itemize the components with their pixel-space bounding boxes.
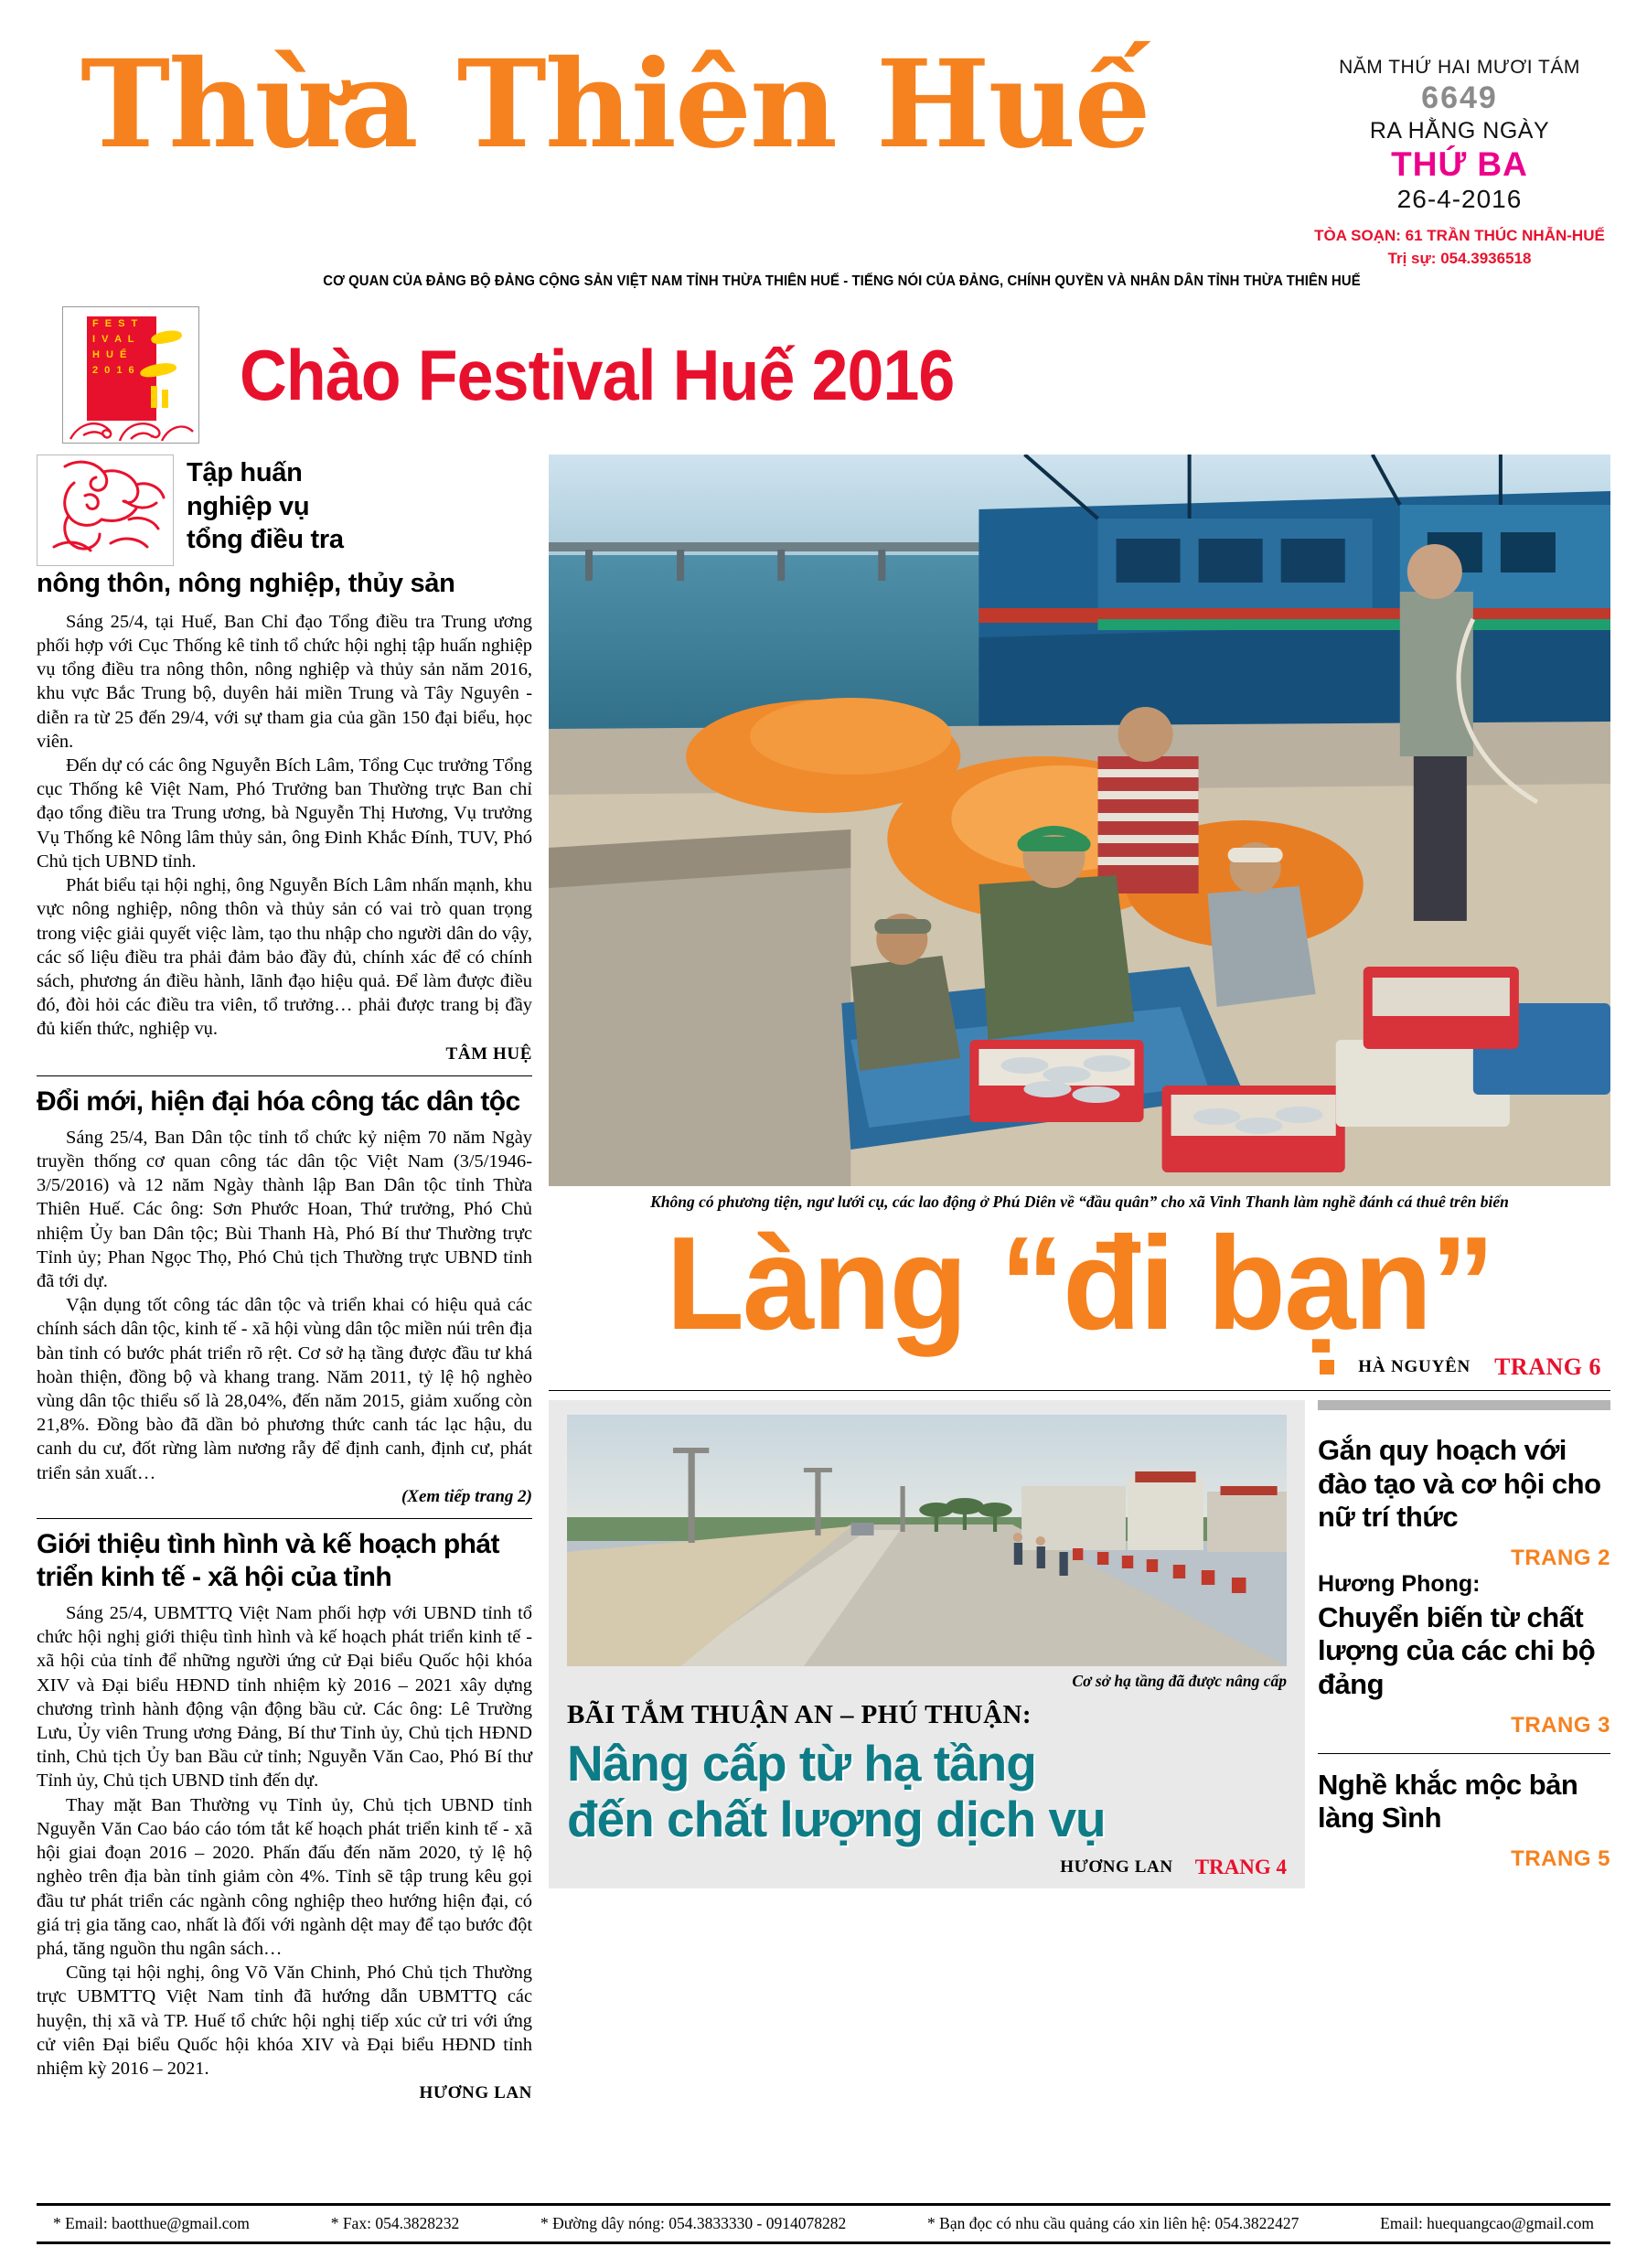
divider-2: [37, 1518, 532, 1519]
bottom-story-photo: [567, 1415, 1287, 1666]
bottom-story-byline: HƯƠNG LAN: [1060, 1857, 1173, 1878]
left-column: [37, 455, 549, 2103]
bottom-story-photo-caption: Cơ sở hạ tầng đã được nâng cấp: [1072, 1672, 1287, 1691]
teaser-2-kicker: Hương Phong:: [1318, 1570, 1481, 1597]
article-1-headline-line-3: tổng điều tra: [187, 525, 344, 555]
article-1-headline-line-1: Tập huấn: [187, 458, 303, 488]
teaser-divider: [1318, 1753, 1610, 1754]
publication-frequency: RA HẰNG NGÀY: [1369, 117, 1550, 144]
bottom-story-headline: [567, 1736, 1287, 1846]
publication-weekday: THỨ BA: [1391, 144, 1528, 183]
lead-story-block: [549, 1209, 1610, 1381]
festival-logo-line-3: H U Ế: [92, 349, 129, 361]
article-2-paragraph-2: Vận dụng tốt công tác dân tộc và triển khai có hiệu quả các chính sách dân tộc, kinh tế - xã hội vùng dân tộc miền núi trên địa bàn tỉnh có bước phát triển rõ rệt. Cơ sở hạ tầng được đầu tư khá hoàn thiện, đồng bộ và khang trang. Năm 2011, tỷ lệ hộ nghèo vùng dân tộc thiểu số là 28,04%, đến năm 2015, giảm xuống còn 21,8%. Đồng bào đã dần bỏ phương thức canh tác lạc hậu, du canh du cư, đốt rừng làm nương rẫy để định canh, định cư, phát triển sản xuất…: [37, 1295, 532, 1483]
horse-drawing-icon: [37, 455, 173, 565]
footer-hotline: * Đường dây nóng: 054.3833330 - 0914078282: [540, 2214, 847, 2232]
newspaper-title: Thừa Thiên Huế: [80, 34, 1150, 176]
bottom-story: [549, 1400, 1305, 1888]
bottom-section: [549, 1390, 1610, 1888]
festival-banner: [37, 306, 1610, 444]
festival-horse-icon: [37, 455, 174, 566]
masthead-info-block: [1309, 44, 1610, 270]
lead-story-photo-caption: Không có phương tiện, ngư lưới cụ, các lao động ở Phú Diên về “đầu quân” cho xã Vinh Thanh làm nghề đánh cá thuê trên biển: [650, 1193, 1509, 1212]
teaser-item-3[interactable]: [1318, 1769, 1610, 1872]
teaser-2-headline: Chuyển biến từ chất lượng của các chi bộ đảng: [1318, 1600, 1596, 1701]
article-1-headline-line-4: nông thôn, nông nghiệp, thủy sản: [37, 569, 455, 599]
footer-ads-contact: * Bạn đọc có nhu cầu quảng cáo xin liên hệ: 054.3822427: [927, 2214, 1299, 2232]
article-3-paragraph-3: Cũng tại hội nghị, ông Võ Văn Chinh, Phó Chủ tịch Thường trực UBMTTQ Việt Nam tỉnh đã hướng dẫn UBMTTQ các huyện, thị xã và TP. Huế tổ chức hội nghị tiếp xúc cử tri với ứng cử viên Đại biểu Quốc hội khóa XIV và Đại biểu HĐND tỉnh nhiệm kỳ 2016 – 2021.: [37, 1963, 532, 2080]
article-1-headline-stack: [187, 456, 344, 557]
newspaper-tagline: CƠ QUAN CỦA ĐẢNG BỘ ĐẢNG CỘNG SẢN VIỆT NAM TỈNH THỪA THIÊN HUẾ - TIẾNG NÓI CỦA ĐẢNG, CHÍNH QUYỀN VÀ NHÂN DÂN TỈNH THỪA THIÊN HUẾ: [323, 273, 1361, 290]
footer-contact-list: [37, 2214, 1610, 2233]
article-1-headline-line-2: nghiệp vụ: [187, 491, 310, 521]
teaser-2-page-ref[interactable]: TRANG 3: [1511, 1712, 1610, 1738]
article-1-header: [37, 455, 532, 566]
teaser-1-headline: Gắn quy hoạch với đào tạo và cơ hội cho nữ trí thức: [1318, 1434, 1601, 1534]
teaser-column: [1318, 1400, 1610, 1888]
bottom-story-headline-line-1: Nâng cấp từ hạ tầng: [567, 1735, 1036, 1792]
masthead: [37, 0, 1610, 270]
article-1-paragraph-1: Sáng 25/4, tại Huế, Ban Chỉ đạo Tổng điều tra Trung ương phối hợp với Cục Thống kê tỉnh tổ chức hội nghị tập huấn nghiệp vụ tổng điều tra nông thôn, nông nghiệp và thủy sản năm 2016, khu vực Bắc Trung bộ, duyên hải miền Trung và Tây Nguyên - diễn ra từ 25 đến 29/4, với sự tham gia của gần 150 đại biểu, học viên.: [37, 611, 532, 752]
article-2-paragraph-1: Sáng 25/4, Ban Dân tộc tỉnh tổ chức kỷ niệm 70 năm Ngày truyền thống cơ quan công tác dân tộc Việt Nam (3/5/1946-3/5/2016) và 12 năm Ngày thành lập Ban Dân tộc tỉnh Thừa Thiên Huế. Các ông: Sơn Phước Hoan, Thứ trưởng, Phó Chủ nhiệm Ủy ban Dân tộc; Bùi Thanh Hà, Phó Bí thư Thường trực Tỉnh ủy; Phan Ngọc Thọ, Phó Chủ tịch Thường trực UBND tỉnh đã tới dự.: [37, 1127, 532, 1291]
publication-date: 26-4-2016: [1396, 184, 1523, 213]
article-3-headline: Giới thiệu tình hình và kế hoạch phát triển kinh tế - xã hội của tỉnh: [37, 1528, 499, 1592]
article-2-headline: Đổi mới, hiện đại hóa công tác dân tộc: [37, 1086, 520, 1117]
bottom-story-kicker: BÃI TẮM THUẬN AN – PHÚ THUẬN:: [567, 1700, 1032, 1730]
divider-1: [37, 1075, 532, 1076]
lead-story-byline: HÀ NGUYÊN: [1358, 1357, 1471, 1377]
article-1-paragraph-2: Đến dự có các ông Nguyễn Bích Lâm, Tổng Cục trưởng Tổng cục Thống kê Việt Nam, Phó Trưởng ban Thường trực Ban chỉ đạo tổng điều tra Trung ương, bà Nguyễn Thị Hương, Vụ trưởng Vụ Thống kê Nông lâm thủy sản, ông Đinh Khắc Đính, TUV, Phó Chủ tịch UBND tỉnh.: [37, 755, 532, 872]
office-address-block: [1309, 225, 1610, 270]
footer-email[interactable]: * Email: baotthue@gmail.com: [53, 2214, 250, 2232]
lead-story-page-ref[interactable]: TRANG 6: [1494, 1353, 1601, 1381]
masthead-left: [37, 34, 1309, 176]
festival-logo-icon: [62, 306, 199, 444]
bottom-story-footer: [567, 1856, 1287, 1879]
office-phone: Trị sự: 054.3936518: [1387, 249, 1532, 267]
article-3-paragraph-1: Sáng 25/4, UBMTTQ Việt Nam phối hợp với UBND tỉnh tổ chức hội nghị giới thiệu tình hình và kế hoạch phát triển kinh tế - xã hội của tỉnh để những người ứng cử Đại biểu Quốc hội khóa XIV và Đại biểu HĐND tỉnh nhiệm kỳ 2016 – 2021 xây dựng chương trình hành động vận động bầu cử. Các ông: Lê Trường Lưu, Ủy viên Trung ương Đảng, Bí thư Tỉnh ủy, Chủ tịch HĐND tỉnh, Chủ tịch Ủy ban Bầu cử tỉnh; Nguyễn Văn Cao, Phó Bí thư Tỉnh ủy, Chủ tịch UBND tỉnh đến dự.: [37, 1602, 532, 1792]
festival-dragon-swirl-icon: [67, 399, 195, 443]
content-grid: [37, 455, 1610, 2103]
article-1-paragraph-3: Phát biểu tại hội nghị, ông Nguyễn Bích Lâm nhấn mạnh, khu vực nông nghiệp, nông thôn và thủy sản có vai trò quan trọng trong việc giải quyết việc làm, tạo thu nhập cho người dân do vậy, các số liệu điều tra phải đảm bảo đầy đủ, chính xác để có chính sách, phương án điều hành, lãnh đạo hiệu quả. Để làm được điều đó, đòi hỏi các điều tra viên, tổ trưởng… phải được trang bị đầy đủ kiến thức, nghiệp vụ.: [37, 875, 532, 1040]
footer-fax: * Fax: 054.3828232: [330, 2214, 460, 2232]
beach-road-image: [567, 1415, 1287, 1666]
orange-square-marker-icon: [1320, 1360, 1334, 1375]
article-2-body: [37, 1126, 532, 1485]
article-1-body: [37, 610, 532, 1042]
main-column: [549, 455, 1610, 2103]
issue-number: 6649: [1421, 80, 1498, 115]
bottom-story-page-ref[interactable]: TRANG 4: [1194, 1856, 1287, 1879]
article-3-byline: HƯƠNG LAN: [419, 2083, 532, 2103]
teaser-1-page-ref[interactable]: TRANG 2: [1511, 1545, 1610, 1570]
article-2-see-more[interactable]: (Xem tiếp trang 2): [401, 1486, 532, 1506]
office-address: TÒA SOẠN: 61 TRẦN THÚC NHẪN-HUẾ: [1314, 226, 1605, 244]
footer-ads-email[interactable]: Email: huequangcao@gmail.com: [1380, 2214, 1594, 2232]
article-3-paragraph-2: Thay mặt Ban Thường vụ Tỉnh ủy, Chủ tịch UBND tỉnh Nguyễn Văn Cao báo cáo tóm tắt kế hoạch phát triển kinh tế - xã hội giai đoạn 2016 – 2020. Phấn đấu đến năm 2020, tỷ lệ hộ nghèo trên địa bàn tỉnh giảm còn 4%. Tỉnh sẽ tập trung kêu gọi đầu tư phát triển các ngành công nghiệp theo hướng hiện đại, có giá trị gia tăng cao, nhất là đối với ngành dệt may để tạo bước đột phá, tăng nguồn thu ngân sách…: [37, 1794, 532, 1959]
teaser-item-1[interactable]: [1318, 1434, 1610, 1571]
publication-year-line: NĂM THỨ HAI MƯƠI TÁM: [1339, 57, 1580, 78]
lead-story-footer: [1320, 1353, 1610, 1381]
article-1-byline: TÂM HUỆ: [445, 1043, 532, 1064]
lead-story-headline: Làng “đi bạn”: [666, 1209, 1493, 1358]
fishing-boat-scene-image: [549, 455, 1610, 1186]
festival-banner-title: Chào Festival Huế 2016: [240, 335, 955, 416]
teaser-3-page-ref[interactable]: TRANG 5: [1511, 1845, 1610, 1871]
bottom-story-headline-line-2: đến chất lượng dịch vụ: [567, 1790, 1106, 1847]
festival-logo-line-2: I V A L: [92, 334, 136, 346]
festival-logo-line-4: 2 0 1 6: [92, 365, 136, 377]
page-footer: [37, 2203, 1610, 2244]
teaser-item-2[interactable]: [1318, 1571, 1610, 1738]
gray-rule-divider: [1318, 1400, 1610, 1410]
festival-logo-line-1: F E S T: [92, 318, 140, 330]
article-3-body: [37, 1601, 532, 2081]
lead-story-photo: [549, 455, 1610, 1186]
teaser-3-headline: Nghề khắc mộc bản làng Sình: [1318, 1768, 1578, 1835]
